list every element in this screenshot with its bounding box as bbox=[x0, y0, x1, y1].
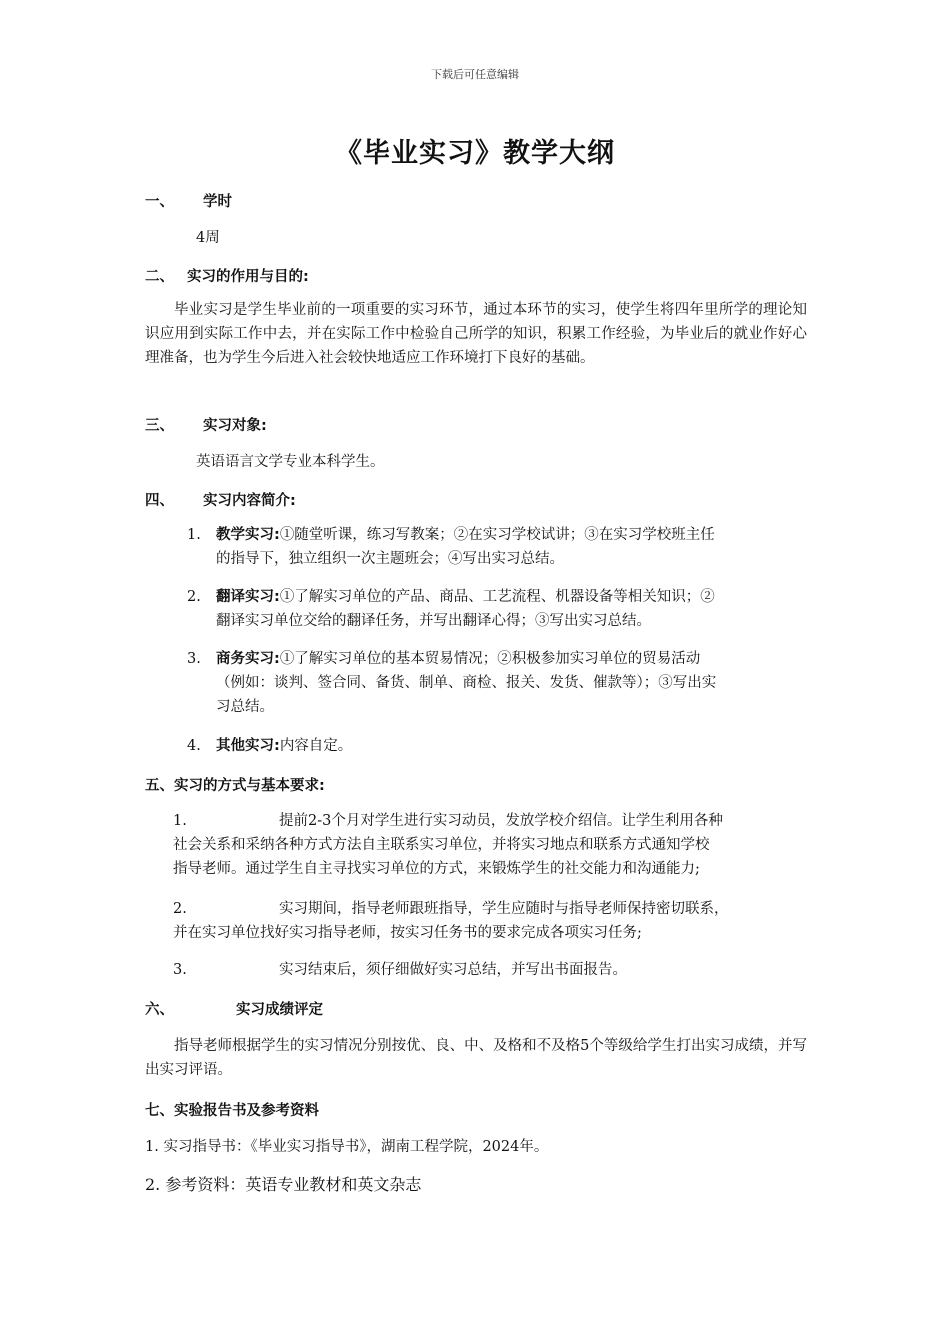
section-6-body: 指导老师根据学生的实习情况分别按优、良、中、及格和不及格5个等级给学生打出实习成绩，并写出实习评语。 bbox=[145, 1038, 807, 1078]
item-number: 1. bbox=[187, 527, 201, 543]
section-6-heading: 实习成绩评定 bbox=[236, 1002, 323, 1018]
section-4-number: 四、 bbox=[145, 493, 174, 509]
item-text: 的指导下，独立组织一次主题班会；④写出实习总结。 bbox=[216, 551, 564, 567]
section-4-heading: 实习内容简介: bbox=[203, 493, 296, 509]
item-text: ①了解实习单位的产品、商品、工艺流程、机器设备等相关知识；② bbox=[279, 589, 715, 605]
item-text: ①了解实习单位的基本贸易情况；②积极参加实习单位的贸易活动 bbox=[279, 651, 701, 667]
requirement-item-1 bbox=[173, 809, 805, 881]
item-label: 翻译实习: bbox=[216, 589, 280, 605]
header-note: 下载后可任意编辑 bbox=[431, 68, 519, 81]
section-6-number: 六、 bbox=[145, 1002, 174, 1018]
item-text: （例如：谈判、签合同、备货、制单、商检、报关、发货、催款等）；③写出实 bbox=[216, 675, 717, 691]
item-number: 2. bbox=[187, 589, 201, 605]
document-title: 《毕业实习》教学大纲 bbox=[335, 138, 615, 169]
item-label: 教学实习: bbox=[216, 527, 280, 543]
item-number: 3. bbox=[187, 651, 201, 667]
item-text: 并在实习单位找好实习指导老师，按实习任务书的要求完成各项实习任务; bbox=[173, 925, 642, 941]
item-text: 指导老师。通过学生自主寻找实习单位的方式，来锻炼学生的社交能力和沟通能力; bbox=[173, 861, 700, 877]
item-text: 内容自定。 bbox=[279, 738, 353, 754]
item-text: 翻译实习单位交给的翻译任务，并写出翻译心得；③写出实习总结。 bbox=[216, 613, 651, 629]
item-text: 社会关系和采纳各种方式方法自主联系实习单位，并将实习地点和联系方式通知学校 bbox=[173, 837, 710, 853]
requirement-item-2 bbox=[173, 897, 805, 945]
item-text: 提前2-3个月对学生进行实习动员，发放学校介绍信。让学生利用各种 bbox=[279, 813, 723, 829]
reference-2: 2. 参考资料：英语专业教材和英文杂志 bbox=[145, 1175, 422, 1194]
item-label: 其他实习: bbox=[216, 738, 280, 754]
item-text: ①随堂听课，练习写教案；②在实习学校试讲；③在实习学校班主任 bbox=[279, 527, 715, 543]
requirement-item-3 bbox=[173, 958, 805, 982]
item-label: 商务实习: bbox=[216, 651, 280, 667]
section-3-number: 三、 bbox=[145, 418, 174, 434]
reference-1: 1. 实习指导书：《毕业实习指导书》，湖南工程学院，2024年。 bbox=[145, 1139, 549, 1155]
section-1-heading: 学时 bbox=[203, 194, 232, 210]
section-2-number: 二、 bbox=[145, 269, 174, 285]
item-number: 1. bbox=[173, 813, 187, 829]
item-number: 4. bbox=[187, 738, 201, 754]
item-text: 习总结。 bbox=[216, 699, 274, 715]
section-3-heading: 实习对象: bbox=[203, 418, 267, 434]
section-1-number: 一、 bbox=[145, 194, 174, 210]
section-2-body: 毕业实习是学生毕业前的一项重要的实习环节，通过本环节的实习，使学生将四年里所学的理论知识应用到实际工作中去，并在实际工作中检验自己所学的知识，积累工作经验，为毕业后的就业作好心理准备，也为学生今后进入社会较快地适应工作环境打下良好的基础。 bbox=[145, 302, 807, 366]
section-1-body: 4周 bbox=[196, 230, 220, 246]
section-2-heading: 实习的作用与目的: bbox=[187, 269, 309, 285]
section-3-body: 英语语言文学专业本科学生。 bbox=[196, 454, 385, 470]
item-number: 2. bbox=[173, 901, 187, 917]
item-text: 实习结束后，须仔细做好实习总结，并写出书面报告。 bbox=[279, 962, 627, 978]
section-5-heading: 五、实习的方式与基本要求: bbox=[145, 778, 325, 794]
item-text: 实习期间，指导老师跟班指导，学生应随时与指导老师保持密切联系， bbox=[279, 901, 729, 917]
item-number: 3. bbox=[173, 962, 187, 978]
section-7-heading: 七、实验报告书及参考资料 bbox=[145, 1103, 319, 1119]
